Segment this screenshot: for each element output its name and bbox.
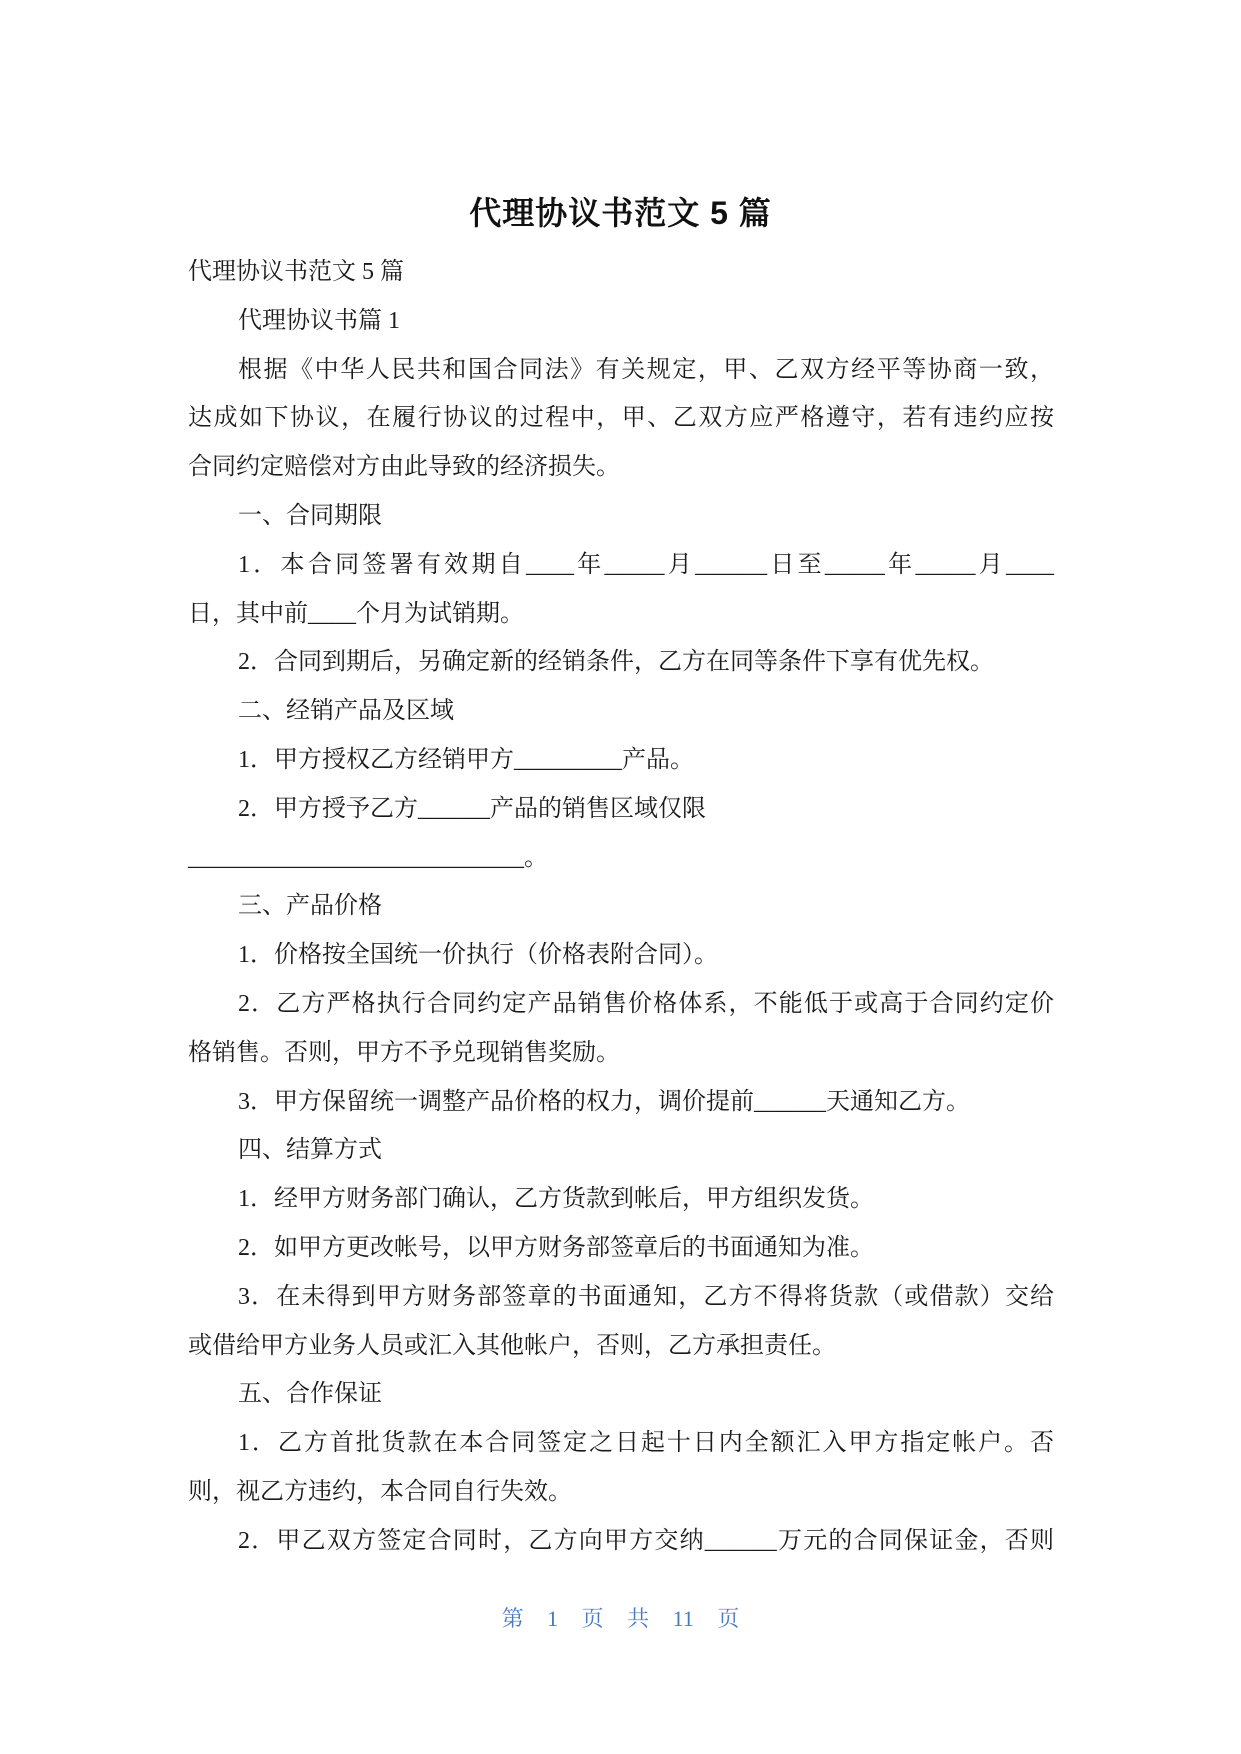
paragraph-line: 或借给甲方业务人员或汇入其他帐户，否则，乙方承担责任。: [188, 1332, 836, 1359]
document-title: 代理协议书范文 5 篇: [469, 195, 772, 231]
paragraph-line: 则，视乙方违约，本合同自行失效。: [188, 1478, 572, 1505]
paragraph-line: 2．乙方严格执行合同约定产品销售价格体系，不能低于或高于合同约定价: [238, 990, 1054, 1017]
page-number-indicator: 第 1 页 共 11 页: [501, 1606, 740, 1631]
blank-fill-line: ____________________________。: [188, 844, 548, 871]
paragraph-line: 1．经甲方财务部门确认，乙方货款到帐后，甲方组织发货。: [238, 1186, 874, 1213]
section-heading: 五、合作保证: [238, 1381, 382, 1408]
paragraph-line: 合同约定赔偿对方由此导致的经济损失。: [188, 454, 620, 481]
document-body: [188, 248, 1054, 1566]
paragraph-line: 1．甲方授权乙方经销甲方_________产品。: [238, 746, 694, 773]
paragraph-line: 1．乙方首批货款在本合同签定之日起十日内全额汇入甲方指定帐户。否: [238, 1430, 1054, 1457]
paragraph-line: 格销售。否则，甲方不予兑现销售奖励。: [188, 1039, 620, 1066]
paragraph-line: 2．如甲方更改帐号，以甲方财务部签章后的书面通知为准。: [238, 1234, 874, 1261]
section-heading: 二、经销产品及区域: [238, 698, 454, 725]
paragraph-line: 1．本合同签署有效期自____年_____月______日至_____年_____月____: [238, 551, 1054, 578]
paragraph-line: 2．甲乙双方签定合同时，乙方向甲方交纳______万元的合同保证金，否则: [238, 1527, 1054, 1554]
section-heading: 一、合同期限: [238, 502, 382, 529]
paragraph-line: 3．甲方保留统一调整产品价格的权力，调价提前______天通知乙方。: [238, 1088, 970, 1115]
paragraph-line: 2．甲方授予乙方______产品的销售区域仅限: [238, 795, 706, 822]
document-subtitle-line: 代理协议书范文 5 篇: [188, 259, 404, 285]
paragraph-line: 日，其中前____个月为试销期。: [188, 600, 524, 627]
section-heading: 四、结算方式: [238, 1137, 382, 1164]
paragraph-line: 根据《中华人民共和国合同法》有关规定，甲、乙双方经平等协商一致，: [238, 356, 1054, 383]
article-heading: 代理协议书篇 1: [238, 307, 400, 334]
paragraph-line: 达成如下协议，在履行协议的过程中，甲、乙双方应严格遵守，若有违约应按: [188, 405, 1054, 432]
section-heading: 三、产品价格: [238, 893, 382, 920]
paragraph-line: 3．在未得到甲方财务部签章的书面通知，乙方不得将货款（或借款）交给: [238, 1283, 1054, 1310]
paragraph-line: 2．合同到期后，另确定新的经销条件，乙方在同等条件下享有优先权。: [238, 649, 994, 676]
paragraph-line: 1．价格按全国统一价执行（价格表附合同）。: [238, 942, 718, 969]
